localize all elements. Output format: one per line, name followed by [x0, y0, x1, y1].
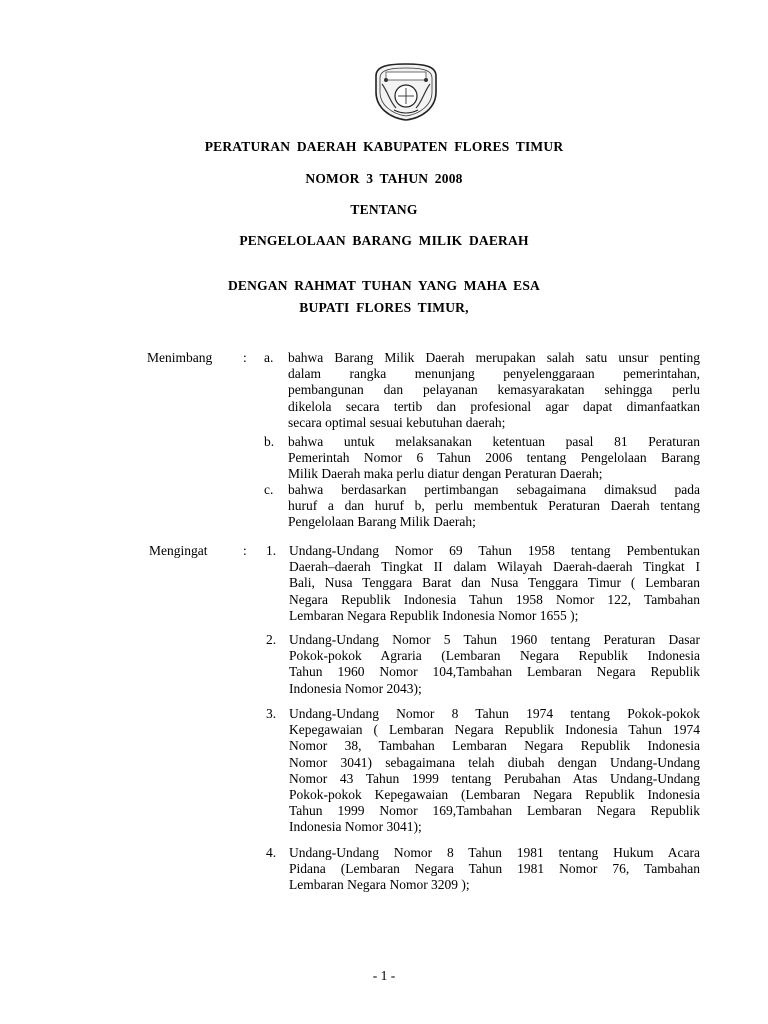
item-text-line: Negara Republik Indonesia Tahun 1958 Nomor 122, Tambahan — [289, 591, 700, 607]
item-marker: 1. — [266, 543, 277, 558]
item-text-line: Nomor 38, Tambahan Lembaran Negara Republik Indonesia — [289, 738, 700, 754]
page-number: - 1 - — [372, 968, 396, 983]
item-text-line: huruf a dan huruf b, perlu membentuk Peraturan Daerah tentang — [288, 498, 700, 514]
item-text — [289, 543, 700, 624]
item-text — [288, 350, 700, 431]
item-marker: 2. — [266, 632, 277, 647]
about-heading: TENTANG — [350, 202, 418, 217]
menimbang-colon: : — [243, 350, 247, 365]
item-text — [289, 706, 700, 836]
mengingat-section — [0, 543, 768, 903]
regulation-number: NOMOR 3 TAHUN 2008 — [305, 171, 463, 186]
item-text-line: pembangunan dan pelayanan kemasyarakatan sehingga perlu — [288, 382, 700, 398]
item-text-line: Kepegawaian ( Lembaran Negara Republik Indonesia Tahun 1974 — [289, 722, 700, 738]
item-text-line: dikelola secara tertib dan profesional agar dapat dimanfaatkan — [288, 398, 700, 414]
item-text-line: bahwa untuk melaksanakan ketentuan pasal 81 Peraturan — [288, 434, 700, 449]
item-text-line: Indonesia Nomor 2043); — [289, 680, 422, 696]
item-text-line: Indonesia Nomor 3041); — [289, 819, 422, 835]
item-text-line: Daerah–daerah Tingkat II dalam Wilayah Daerah-daerah Tingkat I — [289, 559, 700, 575]
regency-emblem-logo — [370, 62, 442, 122]
item-text-line: bahwa berdasarkan pertimbangan sebagaimana dimaksud pada — [288, 482, 700, 497]
item-marker: 3. — [266, 706, 277, 721]
item-text — [289, 845, 700, 894]
item-text-line: Pokok-pokok Agraria (Lembaran Negara Republik Indonesia — [289, 648, 700, 664]
item-text-line: secara optimal sesuai kebutuhan daerah; — [288, 414, 506, 430]
item-text-line: Nomor 3041) sebagaimana telah diubah dengan Undang-Undang — [289, 754, 700, 770]
item-text-line: Nomor 43 Tahun 1999 tentang Perubahan Atas Undang-Undang — [289, 770, 700, 786]
mengingat-colon: : — [243, 543, 247, 558]
item-text-line: Pemerintah Nomor 6 Tahun 2006 tentang Pengelolaan Barang — [288, 450, 700, 466]
item-text-line: Lembaran Negara Nomor 3209 ); — [289, 877, 470, 893]
menimbang-label: Menimbang — [147, 350, 213, 365]
regulation-title: PERATURAN DAERAH KABUPATEN FLORES TIMUR — [204, 139, 564, 154]
item-text — [288, 482, 700, 531]
preamble-line: DENGAN RAHMAT TUHAN YANG MAHA ESA — [227, 278, 540, 293]
item-text-line: Milik Daerah maka perlu diatur dengan Peraturan Daerah; — [288, 466, 603, 482]
authority-line: BUPATI FLORES TIMUR, — [299, 300, 469, 315]
item-text-line: Pengelolaan Barang Milik Daerah; — [288, 514, 476, 530]
item-marker: b. — [264, 434, 275, 449]
item-marker: 4. — [266, 845, 277, 860]
item-text-line: Pidana (Lembaran Negara Tahun 1981 Nomor 76, Tambahan — [289, 861, 700, 877]
regulation-subject: PENGELOLAAN BARANG MILIK DAERAH — [239, 233, 529, 248]
item-text-line: Undang-Undang Nomor 5 Tahun 1960 tentang Peraturan Dasar — [289, 632, 700, 647]
item-text-line: Undang-Undang Nomor 69 Tahun 1958 tentang Pembentukan — [289, 543, 700, 558]
item-text-line: Lembaran Negara Republik Indonesia Nomor 1655 ); — [289, 607, 579, 623]
item-marker: a. — [264, 350, 274, 365]
item-text-line: Bali, Nusa Tenggara Barat dan Nusa Tenggara Timur ( Lembaran — [289, 575, 700, 591]
item-text-line: bahwa Barang Milik Daerah merupakan salah satu unsur penting — [288, 350, 700, 365]
item-text — [289, 632, 700, 697]
item-text-line: Tahun 1960 Nomor 104,Tambahan Lembaran Negara Republik — [289, 664, 700, 680]
item-text-line: Undang-Undang Nomor 8 Tahun 1974 tentang Pokok-pokok — [289, 706, 700, 721]
mengingat-label: Mengingat — [149, 543, 208, 558]
item-text-line: Tahun 1999 Nomor 169,Tambahan Lembaran Negara Republik — [289, 803, 700, 819]
item-text — [288, 434, 700, 483]
menimbang-section — [0, 350, 768, 530]
item-text-line: dalam rangka menunjang penyelenggaraan pemerintahan, — [288, 366, 700, 382]
item-marker: c. — [264, 482, 274, 497]
item-text-line: Pokok-pokok Kepegawaian (Lembaran Negara Republik Indonesia — [289, 787, 700, 803]
item-text-line: Undang-Undang Nomor 8 Tahun 1981 tentang Hukum Acara — [289, 845, 700, 860]
